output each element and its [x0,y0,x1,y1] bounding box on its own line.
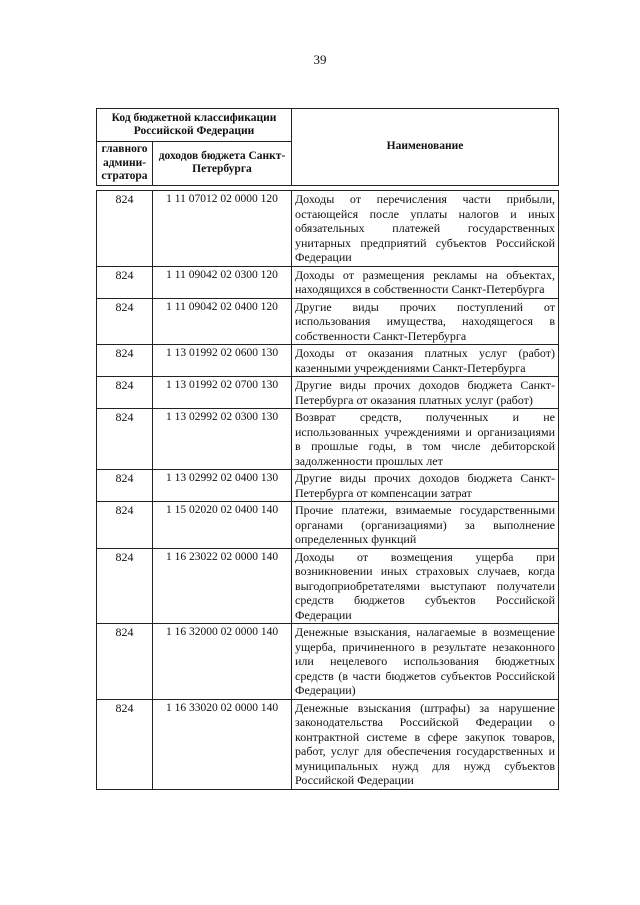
admin-code-cell: 824 [97,377,153,409]
admin-code-cell: 824 [97,266,153,298]
budget-code-header: Код бюджетной классификации Российской Федерации [97,109,292,142]
table-row [97,470,559,502]
income-name-cell: Доходы от оказания платных услуг (работ) казенными учреждениями Санкт-Петербурга [292,345,559,377]
income-code-cell: 1 11 09042 02 0400 120 [153,298,292,345]
income-code-cell: 1 13 02992 02 0400 130 [153,470,292,502]
income-code-cell: 1 13 01992 02 0700 130 [153,377,292,409]
admin-code-cell: 824 [97,470,153,502]
income-column-header: доходов бюджета Санкт-Петербурга [153,142,292,186]
table-row [97,409,559,470]
table-row [97,191,559,267]
table-row [97,298,559,345]
income-name-cell: Другие виды прочих доходов бюджета Санкт-Петербурга от оказания платных услуг (работ) [292,377,559,409]
income-name-cell: Доходы от размещения рекламы на объектах, находящихся в собственности Санкт-Петербурга [292,266,559,298]
table-header [96,108,559,186]
admin-code-cell: 824 [97,409,153,470]
admin-code-cell: 824 [97,624,153,700]
table-row [97,266,559,298]
income-code-cell: 1 13 01992 02 0600 130 [153,345,292,377]
income-name-cell: Денежные взыскания (штрафы) за нарушение законодательства Российской Федерации о контрактной системе в сфере закупок товаров, работ, услуг для обеспечения государственных и муниципальных нужд для нужд субъектов Российской Федерации [292,699,559,789]
income-name-cell: Доходы от возмещения ущерба при возникновении иных страховых случаев, когда выгодоприобретателями выступают получатели средств бюджетов субъектов Российской Федерации [292,548,559,624]
income-name-cell: Прочие платежи, взимаемые государственными органами (организациями) за выполнение определенных функций [292,502,559,549]
admin-column-header: главного админи-стратора [97,142,153,186]
table-row [97,548,559,624]
income-name-cell: Доходы от перечисления части прибыли, остающейся после уплаты налогов и иных обязательных платежей государственных унитарных предприятий субъектов Российской Федерации [292,191,559,267]
income-name-cell: Другие виды прочих поступлений от использования имущества, находящегося в собственности Санкт-Петербурга [292,298,559,345]
income-code-cell: 1 15 02020 02 0400 140 [153,502,292,549]
income-code-cell: 1 13 02992 02 0300 130 [153,409,292,470]
admin-code-cell: 824 [97,298,153,345]
income-code-cell: 1 16 33020 02 0000 140 [153,699,292,789]
income-code-cell: 1 11 07012 02 0000 120 [153,191,292,267]
table-row [97,502,559,549]
page-number: 39 [313,52,327,67]
table-row [97,377,559,409]
income-name-cell: Возврат средств, полученных и не использованных учреждениями и организациями в прошлые годы, в том числе дебиторской задолженности прошлых лет [292,409,559,470]
admin-code-cell: 824 [97,191,153,267]
income-code-cell: 1 11 09042 02 0300 120 [153,266,292,298]
income-name-cell: Денежные взыскания, налагаемые в возмещение ущерба, причиненного в результате незаконного или нецелевого использования бюджетных средств (в части бюджетов субъектов Российской Федерации) [292,624,559,700]
admin-code-cell: 824 [97,502,153,549]
name-column-header: Наименование [292,109,559,186]
admin-code-cell: 824 [97,699,153,789]
table-row [97,624,559,700]
income-code-cell: 1 16 23022 02 0000 140 [153,548,292,624]
income-name-cell: Другие виды прочих доходов бюджета Санкт-Петербурга от компенсации затрат [292,470,559,502]
budget-table [96,190,559,790]
admin-code-cell: 824 [97,548,153,624]
table-row [97,699,559,789]
table-row [97,345,559,377]
income-code-cell: 1 16 32000 02 0000 140 [153,624,292,700]
admin-code-cell: 824 [97,345,153,377]
